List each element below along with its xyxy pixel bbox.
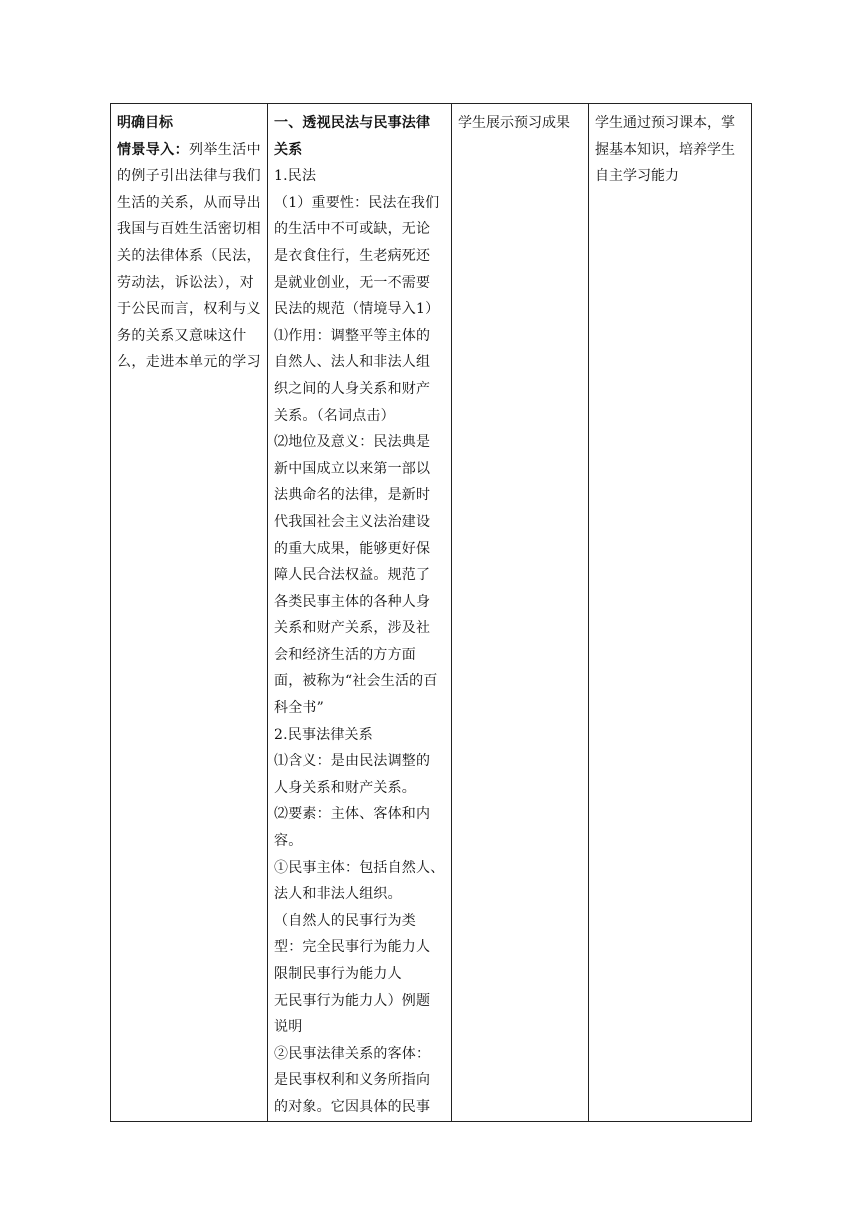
content-line: 关系。（名词点击） bbox=[274, 407, 395, 424]
content-line: 的对象。它因具体的民事 bbox=[274, 1098, 431, 1115]
student-activity-text: 学生展示预习成果 bbox=[458, 115, 570, 131]
content-line: 法人和非法人组织。 bbox=[274, 886, 402, 903]
content-line: 容。 bbox=[274, 833, 303, 850]
content-line: ①民事主体：包括自然人、 bbox=[274, 859, 445, 876]
content-line: 人身关系和财产关系。 bbox=[274, 779, 416, 796]
content-line: ⑴含义：是由民法调整的 bbox=[274, 753, 431, 770]
section-title-line: 关系 bbox=[274, 141, 303, 158]
design-intent-cell bbox=[589, 104, 752, 1122]
content-line: ⑴作用：调整平等主体的 bbox=[274, 327, 431, 344]
content-line: ②民事法律关系的客体： bbox=[274, 1045, 431, 1062]
section-title-line: 一、透视民法与民事法律 bbox=[274, 115, 431, 131]
content-line: 科全书” bbox=[274, 700, 324, 717]
content-line: 2.民事法律关系 bbox=[274, 726, 373, 743]
content-line: 无民事行为能力人）例题 bbox=[274, 992, 431, 1009]
content-line: 法典命名的法律，是新时 bbox=[274, 487, 431, 504]
content-line: 是民事权利和义务所指向 bbox=[274, 1072, 431, 1089]
content-cell bbox=[268, 104, 452, 1122]
content-line: 限制民事行为能力人 bbox=[274, 966, 402, 982]
content-line: 型：完全民事行为能力人 bbox=[274, 939, 431, 956]
student-activity-cell bbox=[452, 104, 589, 1122]
content-line: ⑵地位及意义：民法典是 bbox=[274, 434, 431, 451]
content-line: 关系和财产关系，涉及社 bbox=[274, 620, 431, 637]
lesson-plan-table bbox=[110, 103, 752, 1122]
content-line: ⑵要素：主体、客体和内 bbox=[274, 806, 431, 823]
scenario-intro-text bbox=[117, 137, 262, 376]
scenario-intro-body: 列举生活中的例子引出法律与我们生活的关系，从而导出我国与百姓生活密切相关的法律体系（民法，劳动法，诉讼法），对于公民而言，权利与义务的关系又意味这什么，走进本单元的学习 bbox=[117, 141, 261, 371]
objective-heading: 明确目标 bbox=[117, 115, 173, 131]
content-line: 面，被称为“社会生活的百 bbox=[274, 673, 438, 690]
content-line: 的重大成果，能够更好保 bbox=[274, 540, 431, 557]
content-line: 是衣食住行，生老病死还 bbox=[274, 247, 431, 264]
content-line: 1.民法 bbox=[274, 168, 317, 185]
content-line: 新中国成立以来第一部以 bbox=[274, 460, 431, 477]
content-line: 说明 bbox=[274, 1019, 303, 1036]
content-line: 自然人、法人和非法人组 bbox=[274, 354, 431, 371]
content-line: （1）重要性：民法在我们 bbox=[274, 194, 440, 211]
objective-cell bbox=[111, 104, 268, 1122]
content-line: 织之间的人身关系和财产 bbox=[274, 380, 431, 397]
content-line: 会和经济生活的方方面 bbox=[274, 646, 416, 663]
table-row bbox=[111, 104, 752, 1122]
content-line: 的生活中不可或缺，无论 bbox=[274, 221, 431, 238]
content-line: （自然人的民事行为类 bbox=[274, 912, 416, 929]
scenario-intro-label: 情景导入： bbox=[117, 141, 189, 158]
design-intent-text: 学生通过预习课本，掌握基本知识，培养学生自主学习能力 bbox=[595, 115, 735, 185]
content-line: 障人民合法权益。规范了 bbox=[274, 567, 431, 584]
content-line: 代我国社会主义法治建设 bbox=[274, 513, 431, 530]
content-line: 是就业创业，无一不需要 bbox=[274, 274, 431, 291]
content-line: 民法的规范（情境导入1） bbox=[274, 301, 440, 318]
content-lines bbox=[274, 163, 446, 1120]
content-line: 各类民事主体的各种人身 bbox=[274, 593, 431, 610]
